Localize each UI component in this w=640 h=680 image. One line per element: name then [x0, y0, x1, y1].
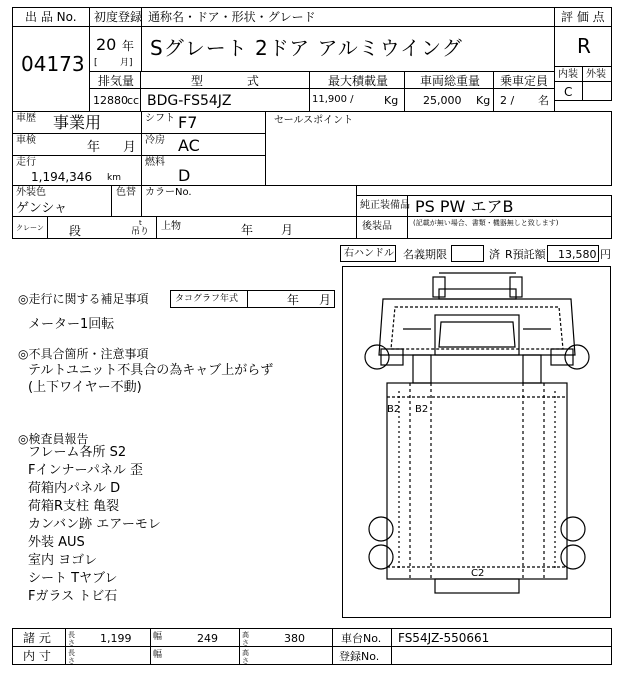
max-load-unit: Kg — [384, 94, 399, 107]
footer-chassis-value-cell — [391, 628, 612, 647]
history-value: 事業用 — [53, 113, 102, 132]
year-unit: 年 — [122, 39, 135, 53]
capacity-value-cell — [493, 88, 555, 112]
gvw-label: 車両総重量 — [420, 74, 481, 88]
upper-label: 上物 — [161, 221, 181, 232]
driving-note: メーター1回転 — [28, 317, 115, 332]
max-load-value-cell — [309, 88, 405, 112]
in-length-label: 長さ — [68, 649, 75, 665]
footer-height-cell — [239, 628, 333, 647]
in-width-label: 幅 — [153, 650, 163, 660]
max-load-label-cell — [309, 71, 405, 89]
damage-mark-right: B2 — [415, 404, 429, 415]
dims-label: 諸 元 — [23, 631, 51, 645]
ext-color-cell — [12, 185, 112, 217]
exterior-score-cell — [582, 81, 612, 101]
footer-in-width-cell — [150, 646, 240, 665]
width-value: 249 — [197, 632, 218, 645]
max-load-label: 最大積載量 — [328, 74, 389, 88]
month-bracket: [ — [94, 58, 98, 68]
report-line: Fガラス トビ石 — [28, 589, 118, 604]
length-label: 長さ — [68, 631, 75, 647]
length-value: 1,199 — [100, 632, 132, 645]
displacement-unit: cc — [127, 94, 140, 107]
first-reg-value-cell — [89, 26, 142, 72]
sales-point-cell — [265, 111, 612, 186]
displacement-value-cell — [89, 88, 141, 112]
interior-score-cell — [554, 81, 583, 101]
fuel-cell — [141, 155, 266, 186]
mileage-label: 走行 — [16, 157, 36, 168]
eval-label: 評 価 点 — [561, 10, 605, 24]
gvw-label-cell — [404, 71, 494, 89]
color-no-label: カラーNo. — [145, 187, 192, 198]
model-desc-label: 通称名・ドア・形状・グレード — [148, 10, 316, 24]
max-load-value: 11,900 / — [312, 94, 354, 105]
footer-in-length-cell — [65, 646, 151, 665]
report-line: 外装 AUS — [28, 535, 85, 550]
upper-cell — [156, 216, 357, 239]
chassis-value: FS54JZ-550661 — [398, 631, 490, 645]
tacho-month: 月 — [319, 293, 332, 307]
gvw-unit: Kg — [476, 94, 491, 107]
sales-point-label: セールスポイント — [274, 115, 354, 126]
ac-value: AC — [178, 136, 200, 155]
fuel-label: 燃料 — [145, 157, 165, 168]
tacho-year: 年 — [287, 293, 300, 307]
footer-width-cell — [150, 628, 240, 647]
ac-label: 冷房 — [145, 135, 165, 146]
height-value: 380 — [284, 632, 305, 645]
reg-no-label: 登録No. — [339, 650, 380, 663]
inspection-month: 月 — [123, 140, 137, 155]
model-desc-label-cell — [141, 7, 555, 27]
ac-cell — [141, 133, 266, 156]
footer-interior-label-cell — [12, 646, 66, 665]
interior-label-cell — [554, 66, 583, 82]
gvw-value: 25,000 — [423, 94, 462, 107]
title-change-label: 名義期限 — [403, 248, 447, 261]
mileage-cell — [12, 155, 142, 186]
lot-label: 出 品 No. — [25, 10, 77, 24]
defect-1: テルトユニット不具合の為キャブ上がらず — [28, 363, 274, 378]
right-handle-cell — [340, 245, 396, 262]
displacement-label-cell — [89, 71, 141, 89]
footer-length-cell — [65, 628, 151, 647]
model-desc-cell — [141, 26, 555, 72]
model-value-cell — [140, 88, 310, 112]
defect-2: (上下ワイヤー不動) — [28, 380, 142, 395]
history-cell — [12, 111, 142, 134]
equip-value: PS PW エアB — [415, 197, 514, 216]
crane-cell — [12, 216, 157, 239]
ext-color-label: 外装色 — [16, 187, 46, 198]
first-reg-label-cell — [89, 7, 142, 27]
inspection-cell — [12, 133, 142, 156]
history-label: 車歴 — [16, 113, 36, 124]
defects-header: ◎不具合箇所・注意事項 — [18, 347, 149, 361]
inspection-label: 車検 — [16, 135, 36, 146]
crane-label: クレーン — [16, 224, 44, 232]
eval-label-cell — [554, 7, 612, 27]
capacity-label-cell — [493, 71, 555, 89]
interior-score: C — [564, 85, 573, 99]
lot-label-cell — [12, 7, 90, 27]
recycle-deposit-box — [547, 245, 599, 262]
capacity-label: 乗車定員 — [500, 74, 549, 88]
report-line: 荷箱R支柱 亀裂 — [28, 499, 120, 514]
aftermarket-note: (記載が無い場合、書類・機器無しと致します) — [413, 219, 559, 227]
height-label: 高さ — [242, 631, 249, 647]
eval-score-cell — [554, 26, 612, 67]
inspection-year: 年 — [87, 140, 101, 155]
report-line: Fインナーパネル 歪 — [28, 463, 143, 478]
recycle-deposit-label: R預託額 — [505, 248, 546, 261]
driving-header: ◎走行に関する補足事項 — [18, 292, 149, 306]
report-line: フレーム各所 S2 — [28, 445, 127, 460]
chassis-label: 車台No. — [341, 632, 382, 645]
shift-label: シフト — [145, 113, 175, 124]
shift-cell — [141, 111, 266, 134]
exterior-label-cell — [582, 66, 612, 82]
damage-mark-rear: C2 — [471, 568, 485, 579]
ext-color-value: ゲンシャ — [16, 201, 68, 216]
interior-label: 内装 — [558, 69, 578, 80]
color-no-cell — [141, 185, 357, 217]
model-label: 型 式 — [191, 74, 259, 88]
upper-year: 年 — [241, 223, 254, 237]
displacement-value: 12880 — [93, 94, 128, 107]
crane-stage: 段 — [69, 224, 82, 238]
model-desc: Sグレート 2ドア アルミウイング — [150, 36, 463, 60]
footer-chassis-label-cell — [332, 628, 392, 647]
interior-dims-label: 内 寸 — [23, 649, 51, 663]
first-reg-year: 20 — [96, 35, 117, 54]
month-unit: 月] — [120, 58, 133, 68]
truck-diagram — [342, 266, 611, 618]
shift-value: F7 — [178, 113, 198, 132]
equip-label: 純正装備品 — [360, 200, 410, 211]
yen-unit: 円 — [600, 248, 611, 261]
crane-hang: 吊り — [131, 227, 150, 237]
aftermarket-cell — [356, 216, 612, 239]
width-label: 幅 — [153, 632, 163, 642]
lot-number-cell — [12, 26, 90, 112]
fuel-value: D — [178, 166, 191, 185]
footer-reg-value-cell — [391, 646, 612, 665]
first-reg-label: 初度登録 — [94, 10, 143, 24]
equip-cell — [356, 195, 612, 217]
eval-score: R — [577, 34, 591, 58]
mileage-unit: km — [107, 173, 121, 183]
mileage-value: 1,194,346 — [31, 170, 93, 184]
tacho-label: タコグラフ年式 — [175, 294, 239, 304]
displacement-label: 排気量 — [98, 74, 135, 88]
crane-t: t — [139, 219, 142, 227]
damage-mark-left: B2 — [387, 404, 401, 415]
in-height-label: 高さ — [242, 649, 249, 665]
recycle-label: 済 — [489, 248, 500, 261]
capacity-value: 2 / — [500, 94, 515, 107]
report-line: カンバン跡 エアーモレ — [28, 517, 161, 532]
report-line: 室内 ヨゴレ — [28, 553, 98, 568]
upper-month: 月 — [281, 223, 294, 237]
inspector-header: ◎検査員報告 — [18, 432, 89, 446]
report-line: 荷箱内パネル D — [28, 481, 121, 496]
footer-reg-label-cell — [332, 646, 392, 665]
aftermarket-label: 後装品 — [362, 221, 392, 232]
recycle-deposit-value: 13,580 — [558, 248, 597, 261]
tacho-box — [170, 290, 335, 308]
model-value: BDG-FS54JZ — [147, 93, 232, 109]
exterior-label: 外装 — [586, 69, 606, 80]
gvw-value-cell — [404, 88, 494, 112]
right-handle: 右ハンドル — [344, 248, 394, 259]
model-label-cell — [140, 71, 310, 89]
footer-dims-label-cell — [12, 628, 66, 647]
capacity-unit: 名 — [538, 94, 549, 107]
title-change-box — [451, 245, 484, 262]
footer-in-height-cell — [239, 646, 333, 665]
color-change-cell — [111, 185, 142, 217]
lot-number: 04173 — [21, 52, 85, 76]
truck-outline-svg — [343, 267, 612, 619]
color-change-label: 色替 — [116, 187, 136, 198]
report-line: シート Tヤブレ — [28, 571, 118, 586]
